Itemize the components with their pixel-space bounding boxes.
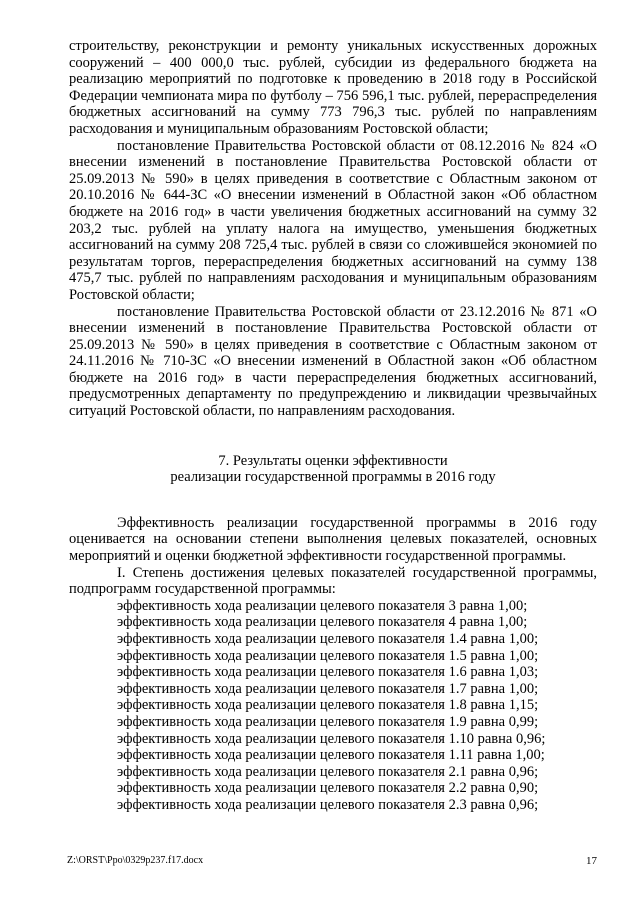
indicator-item: эффективность хода реализации целевого показателя 2.3 равна 0,96; bbox=[117, 796, 539, 813]
indicator-item: эффективность хода реализации целевого показателя 1.11 равна 1,00; bbox=[117, 747, 545, 764]
indicator-item: эффективность хода реализации целевого показателя 1.7 равна 1,00; bbox=[117, 680, 539, 697]
file-path: Z:\ORST\Ppo\0329p237.f17.docx bbox=[67, 855, 204, 866]
indicator-item: эффективность хода реализации целевого показателя 3 равна 1,00; bbox=[117, 597, 528, 614]
section-title-line-1: 7. Результаты оценки эффективности bbox=[218, 452, 448, 469]
page-number: 17 bbox=[586, 855, 597, 867]
indicator-item: эффективность хода реализации целевого показателя 1.10 равна 0,96; bbox=[117, 730, 546, 747]
subheading-paragraph: I. Степень достижения целевых показателей государственной программы, подпрограмм государственной программы: bbox=[69, 564, 597, 598]
indicator-list bbox=[69, 598, 597, 814]
indicator-item: эффективность хода реализации целевого показателя 2.1 равна 0,96; bbox=[117, 763, 539, 780]
paragraph-resolution-824: постановление Правительства Ростовской области от 08.12.2016 № 824 «О внесении изменений в постановление Правительства Ростовской области от 25.09.2013 № 590» в целях приведения в соответствие с Областным законом от 20.10.2016 № 644-ЗС «О внесении изменений в Областной закон «Об областном бюджете на 2016 год» в части увеличения бюджетных ассигнований на сумму 32 203,2 тыс. рублей на уплату налога на имущество, уменьшения бюджетных ассигнований на сумму 208 725,4 тыс. рублей в связи со сложившейся экономией по результатам торгов, перераспределения бюджетных ассигнований на сумму 138 475,7 тыс. рублей по направлениям расходования и муниципальным образованиям Ростовской области; bbox=[69, 137, 597, 303]
indicator-item: эффективность хода реализации целевого показателя 2.2 равна 0,90; bbox=[117, 780, 539, 797]
indicator-item: эффективность хода реализации целевого показателя 1.8 равна 1,15; bbox=[117, 697, 539, 714]
document-body bbox=[69, 38, 597, 814]
indicator-item: эффективность хода реализации целевого показателя 1.9 равна 0,99; bbox=[117, 713, 539, 730]
paragraph-resolution-871: постановление Правительства Ростовской области от 23.12.2016 № 871 «О внесении изменений в постановление Правительства Ростовской области от 25.09.2013 № 590» в целях приведения в соответствие с Областным законом от 24.11.2016 № 710-ЗС «О внесении изменений в Областной закон «Об областном бюджете на 2016 год» в части перераспределения бюджетных ассигнований, предусмотренных департаменту по предупреждению и ликвидации чрезвычайных ситуаций Ростовской области, по направлениям расходования. bbox=[69, 303, 597, 420]
indicator-item: эффективность хода реализации целевого показателя 1.5 равна 1,00; bbox=[117, 647, 539, 664]
indicator-item: эффективность хода реализации целевого показателя 4 равна 1,00; bbox=[117, 614, 528, 631]
intro-paragraph: Эффективность реализации государственной программы в 2016 году оценивается на основании степени выполнения целевых показателей, основных мероприятий и оценки бюджетной эффективности государственной программы. bbox=[69, 514, 597, 565]
paragraph-continuation: строительству, реконструкции и ремонту уникальных искусственных дорожных сооружений – 400 000,0 тыс. рублей, субсидии из федерального бюджета на реализацию мероприятий по подготовке к проведению в 2018 году в Российской Федерации чемпионата мира по футболу – 756 596,1 тыс. рублей, перераспределения бюджетных ассигнований на сумму 773 796,3 тыс. рублей по направлениям расходования и муниципальным образованиям Ростовской области; bbox=[69, 38, 597, 137]
section-heading bbox=[69, 453, 597, 486]
indicator-item: эффективность хода реализации целевого показателя 1.4 равна 1,00; bbox=[117, 631, 539, 647]
section-title-line-2: реализации государственной программы в 2016 году bbox=[170, 469, 496, 486]
indicator-item: эффективность хода реализации целевого показателя 1.6 равна 1,03; bbox=[117, 664, 539, 681]
